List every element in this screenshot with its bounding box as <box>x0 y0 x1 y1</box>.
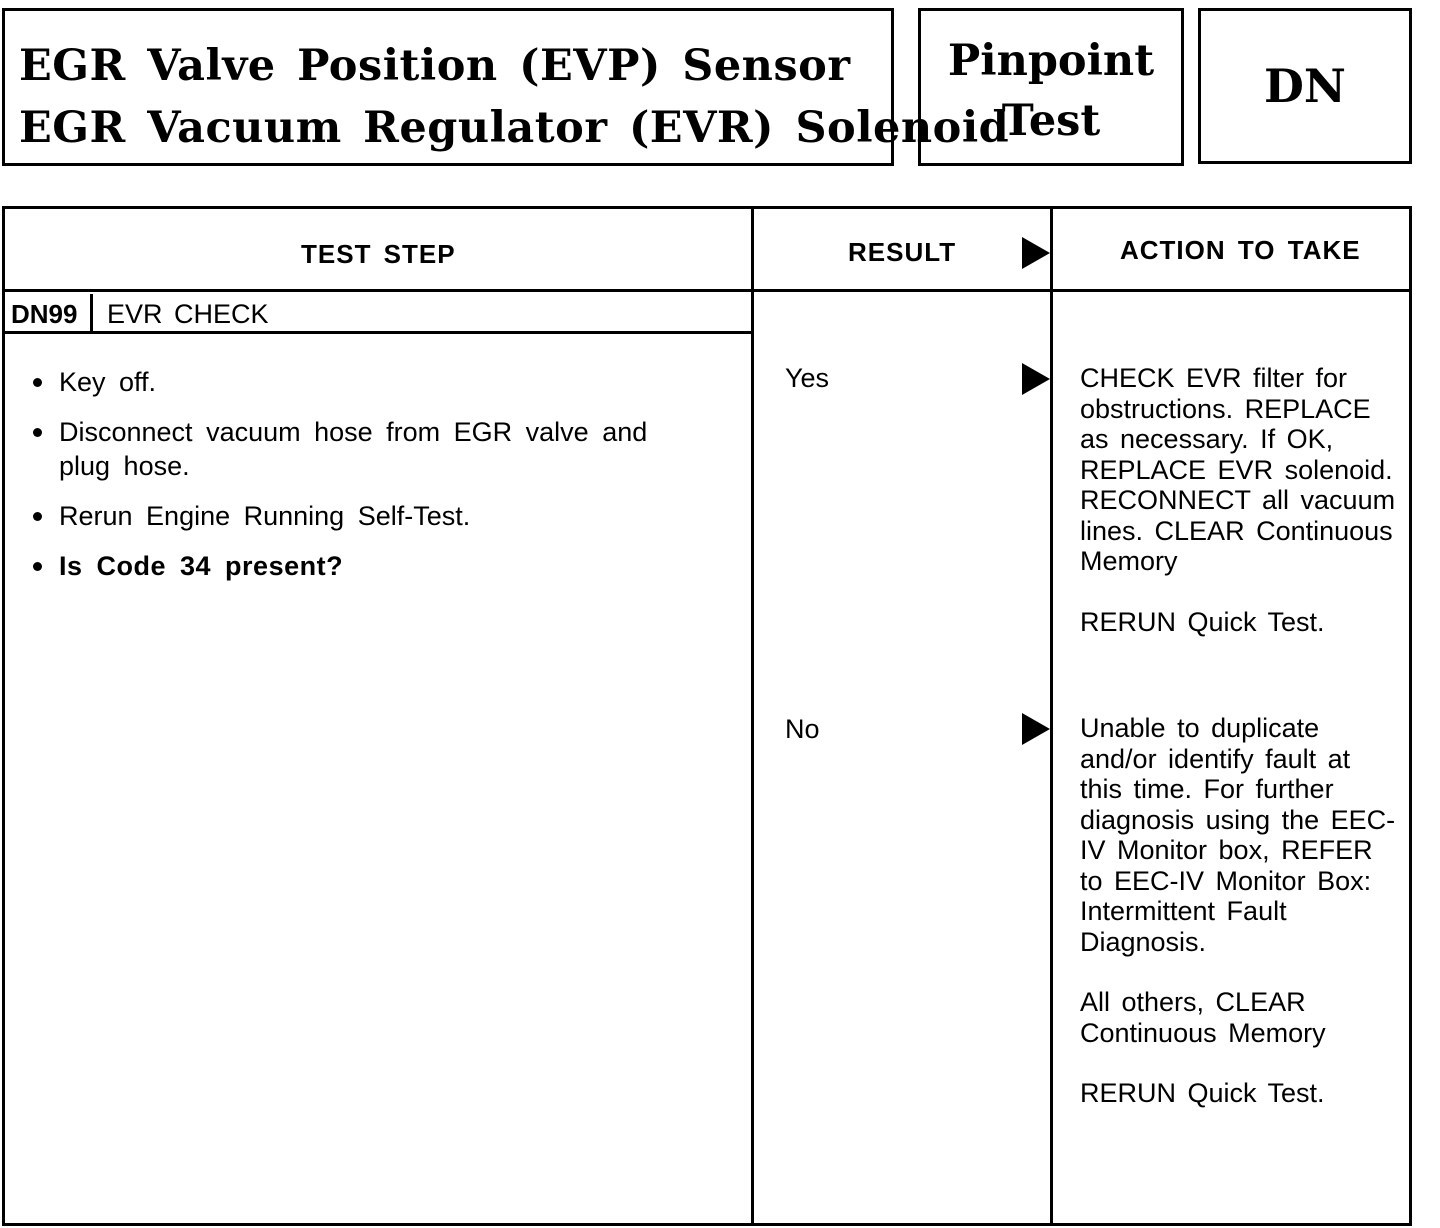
pinpoint-line-1: Pinpoint <box>947 36 1155 86</box>
test-step-list <box>25 365 685 599</box>
action-yes-text-2: RERUN Quick Test. <box>1080 606 1325 637</box>
action-no-text-3: RERUN Quick Test. <box>1080 1078 1325 1108</box>
step-title: EVR CHECK <box>107 299 269 329</box>
bullet-icon <box>33 512 42 521</box>
header-divider <box>5 289 1409 292</box>
action-no <box>1080 713 1400 1109</box>
column-divider-result <box>751 209 754 1223</box>
bullet-icon <box>33 428 42 437</box>
pinpoint-test-table <box>2 206 1412 1226</box>
action-no-text-1: Unable to duplicate and/or identify fault at this time. For further diagnosis using the EEC-IV Monitor box, REFER to EEC-IV Monitor Box: Intermittent Fault Diagnosis. <box>1080 713 1396 957</box>
title-line-2: EGR Vacuum Regulator (EVR) Solenoid <box>19 103 1010 153</box>
header-arrow-icon <box>1022 237 1050 269</box>
column-header-test-step: TEST STEP <box>301 239 456 269</box>
title-line-1: EGR Valve Position (EVP) Sensor <box>19 41 851 91</box>
test-code: DN <box>1264 59 1346 113</box>
pinpoint-test-label <box>918 8 1184 166</box>
result-no-arrow-icon <box>1022 713 1050 745</box>
action-yes-text-1: CHECK EVR filter for obstructions. REPLACE as necessary. If OK, REPLACE EVR solenoid. RECONNECT all vacuum lines. CLEAR Continuous Memory <box>1080 363 1396 576</box>
column-divider-action <box>1050 209 1053 1223</box>
document-title <box>2 8 1010 166</box>
list-item-question: Is Code 34 present? <box>25 549 685 583</box>
step-title-divider <box>5 331 751 334</box>
action-yes <box>1080 363 1400 637</box>
column-header-result: RESULT <box>848 237 957 267</box>
list-item: Key off. <box>25 365 685 399</box>
list-item: Rerun Engine Running Self-Test. <box>25 499 685 533</box>
bullet-icon <box>33 378 42 387</box>
list-item: Disconnect vacuum hose from EGR valve and plug hose. <box>25 415 685 483</box>
action-no-text-2: All others, CLEAR Continuous Memory <box>1080 987 1326 1048</box>
step-id: DN99 <box>5 294 93 334</box>
test-code-badge <box>1198 8 1412 164</box>
result-no: No <box>785 714 820 744</box>
pinpoint-line-2: Test <box>1001 96 1101 146</box>
result-yes-arrow-icon <box>1022 363 1050 395</box>
column-header-action: ACTION TO TAKE <box>1120 235 1361 265</box>
bullet-icon <box>33 562 42 571</box>
result-yes: Yes <box>785 363 830 393</box>
